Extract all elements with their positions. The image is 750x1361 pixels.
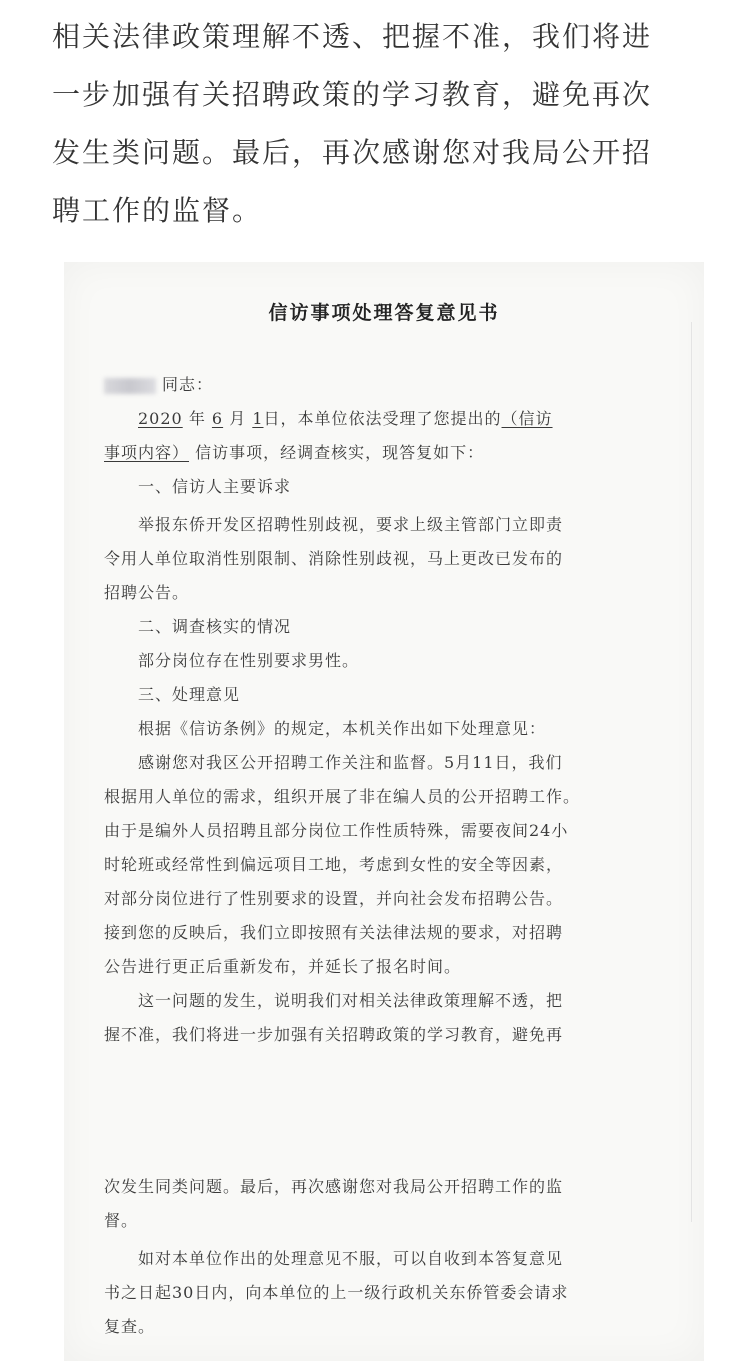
- intro-line-1: 2020 年 6 月 1日，本单位依法受理了您提出的（信访: [138, 409, 553, 428]
- body-line: 督。: [104, 1211, 139, 1230]
- body-line: 公告进行更正后重新发布，并延长了报名时间。: [104, 957, 462, 976]
- article-paragraph: [52, 8, 712, 240]
- salutation: 同志：: [104, 372, 644, 395]
- scanned-document-image: [64, 262, 704, 1361]
- body-line: 根据《信访条例》的规定，本机关作出如下处理意见：: [138, 719, 547, 738]
- section-heading: 一、信访人主要诉求: [138, 477, 292, 496]
- article-line: 相关法律政策理解不透、把握不准，我们将进: [52, 20, 653, 53]
- article-line: 一步加强有关招聘政策的学习教育，避免再次: [52, 78, 653, 111]
- redacted-name: [104, 378, 156, 394]
- body-line: 部分岗位存在性别要求男性。: [138, 651, 360, 670]
- body-line: 复查。: [104, 1317, 156, 1336]
- article-line: 聘工作的监督。: [52, 194, 263, 227]
- body-line: 时轮班或经常性到偏远项目工地，考虑到女性的安全等因素，: [104, 855, 564, 874]
- intro-line-2: 事项内容） 信访事项，经调查核实，现答复如下：: [104, 443, 485, 462]
- article-line: 发生类问题。最后，再次感谢您对我局公开招: [52, 136, 653, 169]
- body-line: 书之日起30日内，向本单位的上一级行政机关东侨管委会请求: [104, 1283, 569, 1302]
- body-line: 这一问题的发生，说明我们对相关法律政策理解不透，把: [138, 991, 564, 1010]
- body-line: 握不准，我们将进一步加强有关招聘政策的学习教育，避免再: [104, 1025, 564, 1044]
- body-line: 如对本单位作出的处理意见不服，可以自收到本答复意见: [138, 1249, 564, 1268]
- section-heading: 三、处理意见: [138, 685, 241, 704]
- body-line: 由于是编外人员招聘且部分岗位工作性质特殊，需要夜间24小: [104, 821, 569, 840]
- section-heading: 二、调查核实的情况: [138, 617, 292, 636]
- paper-edge: [691, 322, 692, 1222]
- body-line: 令用人单位取消性别限制、消除性别歧视，马上更改已发布的: [104, 549, 564, 568]
- body-line: 举报东侨开发区招聘性别歧视，要求上级主管部门立即责: [138, 515, 564, 534]
- body-line: 次发生同类问题。最后，再次感谢您对我局公开招聘工作的监: [104, 1177, 564, 1196]
- document-title: 信访事项处理答复意见书: [268, 302, 500, 324]
- body-line: 招聘公告。: [104, 583, 190, 602]
- body-line: 根据用人单位的需求，组织开展了非在编人员的公开招聘工作。: [104, 787, 581, 806]
- body-line: 感谢您对我区公开招聘工作关注和监督。5月11日，我们: [138, 753, 563, 772]
- body-line: 接到您的反映后，我们立即按照有关法律法规的要求，对招聘: [104, 923, 564, 942]
- body-line: 对部分岗位进行了性别要求的设置，并向社会发布招聘公告。: [104, 889, 564, 908]
